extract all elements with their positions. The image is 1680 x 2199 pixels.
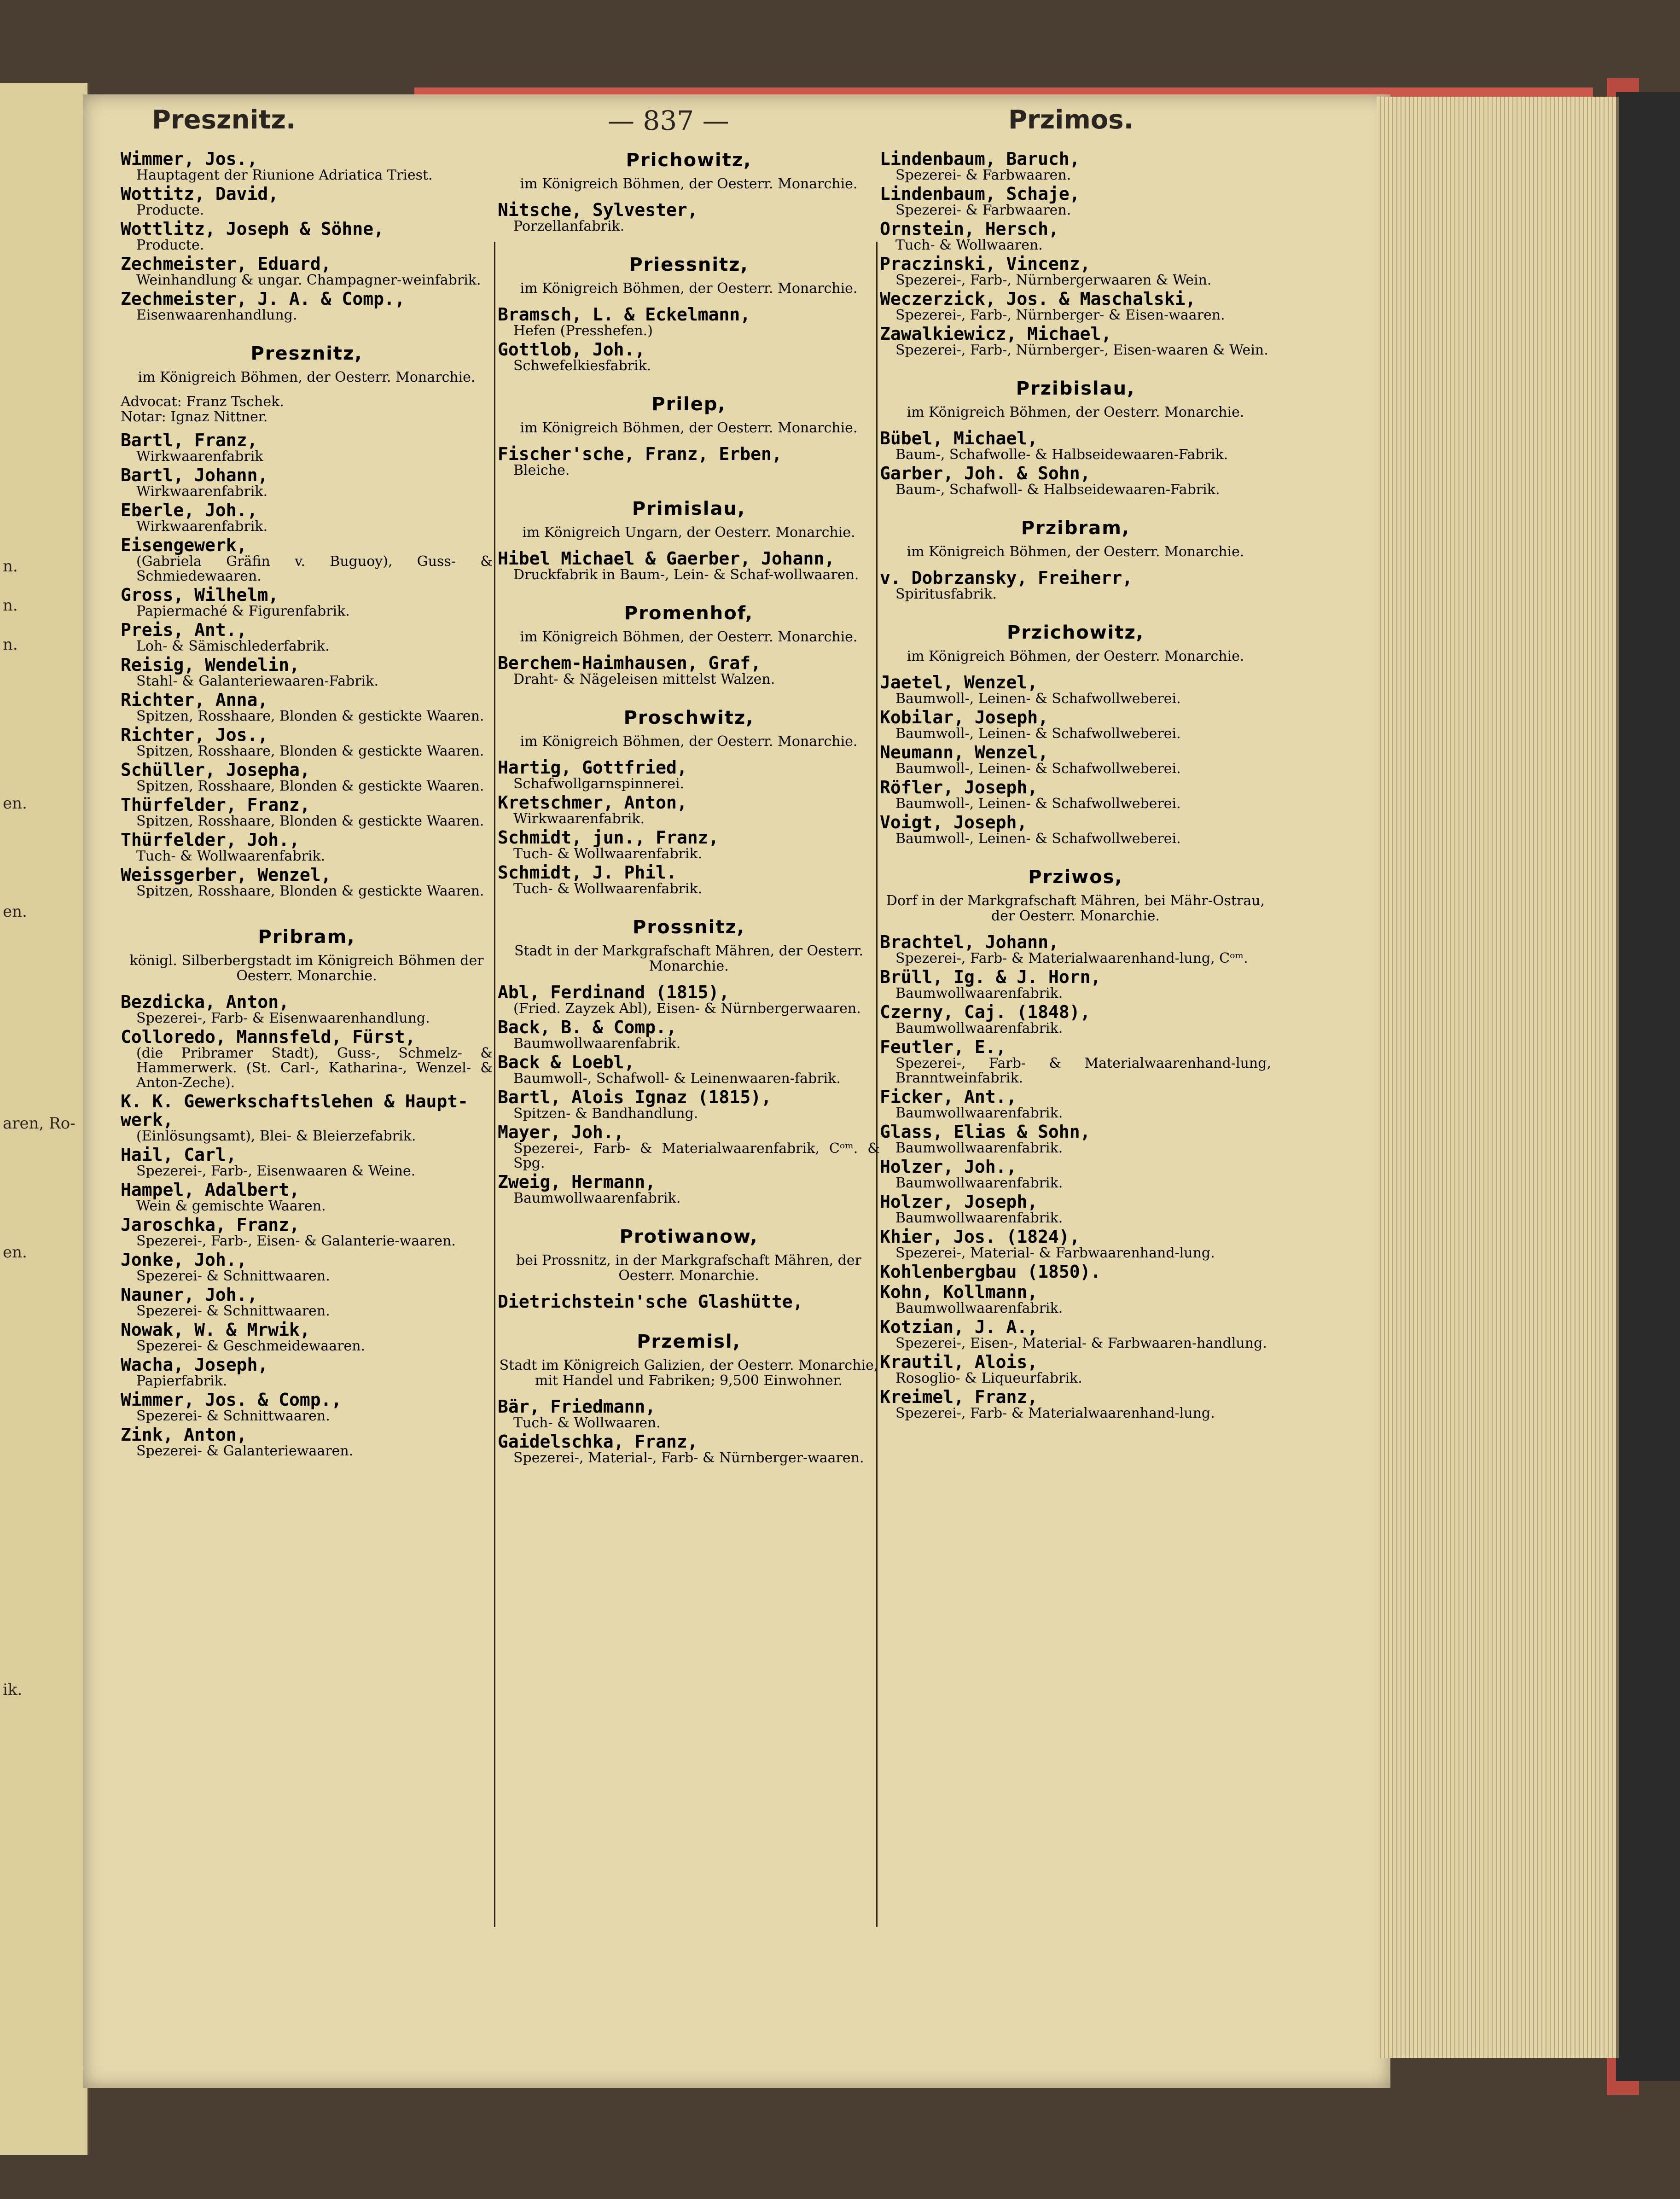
directory-entry xyxy=(880,1353,1271,1386)
directory-entry xyxy=(880,1318,1271,1351)
prev-fragment: aren, Ro- xyxy=(3,1114,76,1133)
entry-description: Baumwoll-, Leinen- & Schafwollweberei. xyxy=(895,796,1181,812)
entry-name: Hibel Michael & Gaerber, Johann, xyxy=(498,548,835,569)
section-list xyxy=(880,378,1271,1421)
entry-description: Weinhandlung & ungar. Champagner-weinfabrik. xyxy=(136,272,481,288)
entry-description: Rosoglio- & Liqueurfabrik. xyxy=(895,1370,1082,1386)
entry-name: Eberle, Joh., xyxy=(121,500,258,520)
entry-description: Spezerei- & Farbwaaren. xyxy=(895,167,1071,183)
entry-description: (die Pribramer Stadt), Guss-, Schmelz- & Hammerwerk. (St. Carl-, Katharina-, Wenzel- & Anton-Zeche). xyxy=(136,1045,493,1091)
section-heading: Proschwitz, xyxy=(623,707,754,728)
section-heading: Primislau, xyxy=(632,498,746,519)
prev-fragment: n. xyxy=(3,635,18,654)
entry-description: Schafwollgarnspinnerei. xyxy=(513,776,685,792)
entry-name: Zawalkiewicz, Michael, xyxy=(880,324,1112,344)
section-intro: im Königreich Böhmen, der Oesterr. Monarchie. xyxy=(907,404,1244,420)
directory-entry xyxy=(880,1283,1271,1316)
directory-entry xyxy=(880,464,1271,497)
directory-entry xyxy=(880,185,1271,218)
section-heading: Protiwanow, xyxy=(619,1226,758,1247)
directory-entry xyxy=(498,305,880,338)
section-intro: im Königreich Böhmen, der Oesterr. Monarchie. xyxy=(520,420,858,436)
directory-entry xyxy=(498,1292,880,1311)
entry-description: Spitzen, Rosshaare, Blonden & gestickte Waaren. xyxy=(136,813,484,829)
entry-name: Jaroschka, Franz, xyxy=(121,1215,300,1235)
entry-description: Spezerei-, Farb-, Eisen- & Galanterie-waaren. xyxy=(136,1233,456,1249)
directory-entry xyxy=(498,758,880,791)
directory-entry xyxy=(121,150,493,183)
entry-name: Back, B. & Comp., xyxy=(498,1017,677,1037)
entry-name: Wimmer, Jos., xyxy=(121,149,258,169)
directory-entry xyxy=(121,466,493,499)
directory-entry xyxy=(121,993,493,1026)
entry-description: Tuch- & Wollwaarenfabrik. xyxy=(136,848,326,864)
entry-name: Röfler, Joseph, xyxy=(880,777,1038,797)
entry-description: Baumwollwaarenfabrik. xyxy=(895,1175,1063,1191)
advocat-note: Advocat: Franz Tschek. xyxy=(121,394,284,410)
entry-description: (Fried. Zayzek Abl), Eisen- & Nürnbergerwaaren. xyxy=(513,1001,861,1017)
entry-name: Holzer, Joh., xyxy=(880,1157,1017,1177)
entry-description: Wirkwaarenfabrik. xyxy=(136,518,268,535)
section-heading: Pribram, xyxy=(258,926,355,948)
entry-name: Brüll, Ig. & J. Horn, xyxy=(880,967,1101,987)
entry-list xyxy=(880,150,1271,358)
entry-name: Krautil, Alois, xyxy=(880,1352,1038,1372)
entry-description: Spezerei- & Galanteriewaaren. xyxy=(136,1443,354,1459)
entry-name: K. K. Gewerkschaftslehen & Haupt-werk, xyxy=(121,1091,468,1130)
entry-name: Thürfelder, Joh., xyxy=(121,830,300,850)
section-intro: im Königreich Böhmen, der Oesterr. Monarchie. xyxy=(520,280,858,297)
directory-entry xyxy=(880,150,1271,183)
entry-description: Loh- & Sämischlederfabrik. xyxy=(136,638,330,654)
section-heading: Przibram, xyxy=(1021,518,1130,539)
directory-entry xyxy=(121,621,493,654)
entry-description: (Einlösungsamt), Blei- & Bleierzefabrik. xyxy=(136,1128,416,1144)
section-intro: im Königreich Böhmen, der Oesterr. Monarchie. xyxy=(520,733,858,750)
entry-description: Baumwollwaarenfabrik. xyxy=(895,1105,1063,1121)
entry-name: Zink, Anton, xyxy=(121,1425,247,1445)
entry-name: Nitsche, Sylvester, xyxy=(498,200,698,220)
entry-name: Ficker, Ant., xyxy=(880,1087,1017,1107)
entry-description: Druckfabrik in Baum-, Lein- & Schaf-wollwaaren. xyxy=(513,567,859,583)
entry-name: Bramsch, L. & Eckelmann, xyxy=(498,304,751,325)
directory-entry xyxy=(880,708,1271,741)
entry-name: Kretschmer, Anton, xyxy=(498,792,687,813)
directory-entry xyxy=(880,325,1271,358)
entry-description: Spezerei-, Farb-, Eisenwaaren & Weine. xyxy=(136,1163,416,1179)
entry-name: Lindenbaum, Baruch, xyxy=(880,149,1080,169)
entry-name: Jonke, Joh., xyxy=(121,1250,247,1270)
entry-description: Baumwoll-, Schafwoll- & Leinenwaaren-fabrik. xyxy=(513,1070,841,1087)
directory-entry xyxy=(121,831,493,864)
directory-entry xyxy=(880,255,1271,288)
entry-name: Preis, Ant., xyxy=(121,620,247,640)
section-intro: Dorf in der Markgrafschaft Mähren, bei Mähr-Ostrau, der Oesterr. Monarchie. xyxy=(886,893,1265,924)
entry-description: Producte. xyxy=(136,237,204,253)
entry-name: Eisengewerk, xyxy=(121,535,247,555)
entry-description: Baumwollwaarenfabrik. xyxy=(895,1210,1063,1226)
entry-name: Wimmer, Jos. & Comp., xyxy=(121,1390,342,1410)
entry-description: Tuch- & Wollwaaren. xyxy=(513,1415,661,1431)
entry-description: Baumwoll-, Leinen- & Schafwollweberei. xyxy=(895,831,1181,847)
entry-name: Abl, Ferdinand (1815), xyxy=(498,982,730,1002)
entry-description: Spezerei- & Schnittwaaren. xyxy=(136,1268,330,1284)
directory-entry xyxy=(880,1003,1271,1036)
entry-list xyxy=(121,993,493,1459)
prev-fragment: en. xyxy=(3,902,27,921)
entry-description: Hefen (Presshefen.) xyxy=(513,323,653,339)
directory-entry xyxy=(498,654,880,687)
entry-name: Glass, Elias & Sohn, xyxy=(880,1122,1091,1142)
directory-entry xyxy=(880,933,1271,966)
entry-name: Bartl, Franz, xyxy=(121,430,258,450)
directory-entry xyxy=(498,1173,880,1206)
page-number: — 837 — xyxy=(608,105,729,136)
entry-name: Khier, Jos. (1824), xyxy=(880,1227,1080,1247)
town-section xyxy=(880,378,1271,497)
entry-description: Baumwoll-, Leinen- & Schafwollweberei. xyxy=(895,761,1181,777)
directory-entry xyxy=(121,185,493,218)
entry-description: Baumwollwaarenfabrik. xyxy=(895,985,1063,1001)
entry-description: Spezerei-, Farb- & Eisenwaarenhandlung. xyxy=(136,1010,430,1026)
directory-entry xyxy=(121,691,493,724)
entry-description: Wirkwaarenfabrik. xyxy=(136,483,268,500)
entry-name: Reisig, Wendelin, xyxy=(121,655,300,675)
section-heading: Priessnitz, xyxy=(629,254,749,275)
directory-entry xyxy=(880,429,1271,462)
directory-entry xyxy=(121,1390,493,1424)
section-heading: Prossnitz, xyxy=(633,917,745,938)
column-rule xyxy=(494,242,495,1927)
entry-name: v. Dobrzansky, Freiherr, xyxy=(880,568,1133,588)
directory-entry xyxy=(121,1251,493,1284)
entry-name: Garber, Joh. & Sohn, xyxy=(880,463,1091,483)
directory-entry xyxy=(880,778,1271,811)
entry-description: Tuch- & Wollwaarenfabrik. xyxy=(513,846,703,862)
entry-name: Kotzian, J. A., xyxy=(880,1317,1038,1337)
section-intro: im Königreich Böhmen, der Oesterr. Monarchie. xyxy=(138,369,476,385)
entry-name: Schmidt, J. Phil. xyxy=(498,862,677,883)
entry-name: Voigt, Joseph, xyxy=(880,812,1028,832)
entry-description: Spezerei- & Geschmeidewaaren. xyxy=(136,1338,366,1354)
entry-description: Spezerei-, Farb- & Materialwaarenhand-lung, Cᵒᵐ. xyxy=(895,950,1248,966)
entry-name: Bübel, Michael, xyxy=(880,428,1038,448)
entry-name: Lindenbaum, Schaje, xyxy=(880,184,1080,204)
directory-entry xyxy=(880,290,1271,323)
entry-description: Spitzen, Rosshaare, Blonden & gestickte Waaren. xyxy=(136,708,484,724)
entry-description: Baumwoll-, Leinen- & Schafwollweberei. xyxy=(895,726,1181,742)
town-section xyxy=(498,394,880,478)
section-heading: Promenhof, xyxy=(624,603,754,624)
directory-entry xyxy=(498,1432,880,1466)
directory-entry xyxy=(121,1425,493,1459)
entry-description: Spezerei-, Farb- & Materialwaarenfabrik, Cᵒᵐ. & Spg. xyxy=(513,1140,880,1171)
directory-entry xyxy=(498,828,880,861)
entry-name: Wottlitz, Joseph & Söhne, xyxy=(121,219,384,239)
entry-description: Papiermaché & Figurenfabrik. xyxy=(136,603,350,619)
town-section xyxy=(498,254,880,373)
entry-name: Weczerzick, Jos. & Maschalski, xyxy=(880,289,1196,309)
directory-entry xyxy=(498,1053,880,1086)
town-section xyxy=(498,1226,880,1311)
entry-name: Kohlenbergbau (1850). xyxy=(880,1262,1101,1282)
entry-name: Gottlob, Joh., xyxy=(498,339,645,360)
entry-description: Baumwollwaarenfabrik. xyxy=(895,1140,1063,1156)
directory-entry xyxy=(498,1123,880,1171)
entry-description: Spiritusfabrik. xyxy=(895,586,997,602)
entry-name: Schüller, Josepha, xyxy=(121,760,310,780)
entry-description: Wirkwaarenfabrik. xyxy=(513,811,645,827)
entry-name: Kreimel, Franz, xyxy=(880,1387,1038,1407)
entry-name: Nowak, W. & Mrwik, xyxy=(121,1320,310,1340)
entry-description: Papierfabrik. xyxy=(136,1373,227,1389)
section-intro: im Königreich Böhmen, der Oesterr. Monarchie. xyxy=(520,629,858,645)
directory-entry xyxy=(880,1123,1271,1156)
directory-entry xyxy=(880,1038,1271,1086)
entry-description: Baumwollwaarenfabrik. xyxy=(895,1020,1063,1036)
town-section xyxy=(498,707,880,896)
directory-entry xyxy=(121,536,493,584)
entry-name: Jaetel, Wenzel, xyxy=(880,672,1038,692)
entry-description: Spezerei- & Schnittwaaren. xyxy=(136,1303,330,1319)
directory-entry xyxy=(498,863,880,896)
entry-description: Wirkwaarenfabrik xyxy=(136,448,263,465)
entry-description: Spezerei-, Farb- & Materialwaarenhand-lung, Branntweinfabrik. xyxy=(895,1055,1271,1086)
section-heading: Presznitz, xyxy=(250,343,363,364)
section-heading: Przemisl, xyxy=(637,1331,741,1352)
town-section xyxy=(880,867,1271,1421)
entry-description: Spitzen, Rosshaare, Blonden & gestickte Waaren. xyxy=(136,743,484,759)
entry-name: Ornstein, Hersch, xyxy=(880,219,1059,239)
directory-entry xyxy=(121,220,493,253)
directory-entry xyxy=(121,1146,493,1179)
section-intro: Stadt im Königreich Galizien, der Oesterr. Monarchie, mit Handel und Fabriken; 9,500 Einwohner. xyxy=(499,1357,878,1389)
column-middle xyxy=(498,150,880,1467)
directory-entry xyxy=(880,1193,1271,1226)
entry-description: Spezerei-, Material-, Farb- & Nürnberger-waaren. xyxy=(513,1450,864,1466)
entry-description: Hauptagent der Riunione Adriatica Triest. xyxy=(136,167,433,183)
directory-entry xyxy=(880,569,1271,602)
section-intro: im Königreich Böhmen, der Oesterr. Monarchie. xyxy=(907,648,1244,664)
entry-description: Spezerei-, Material- & Farbwaarenhand-lung. xyxy=(895,1245,1215,1261)
directory-entry xyxy=(121,656,493,689)
entry-name: Holzer, Joseph, xyxy=(880,1192,1038,1212)
entry-list xyxy=(121,150,493,323)
entry-description: Spezerei-, Farb- & Materialwaarenhand-lung. xyxy=(895,1405,1215,1421)
directory-entry xyxy=(121,726,493,759)
section-heading: Prichowitz, xyxy=(626,150,752,171)
previous-page-edge xyxy=(0,83,89,2155)
directory-entry xyxy=(121,501,493,534)
directory-entry xyxy=(121,431,493,464)
entry-name: Praczinski, Vincenz, xyxy=(880,254,1091,274)
entry-description: Baumwollwaarenfabrik. xyxy=(513,1190,681,1206)
directory-entry xyxy=(498,1088,880,1121)
entry-name: Fischer'sche, Franz, Erben, xyxy=(498,444,782,464)
entry-description: Wein & gemischte Waaren. xyxy=(136,1198,326,1214)
prev-fragment: ik. xyxy=(3,1681,23,1699)
column-right xyxy=(880,150,1271,1423)
entry-name: Kohn, Kollmann, xyxy=(880,1282,1038,1302)
prev-fragment: en. xyxy=(3,1243,27,1262)
directory-entry xyxy=(880,1088,1271,1121)
directory-entry xyxy=(498,983,880,1016)
entry-name: Bartl, Johann, xyxy=(121,465,268,485)
directory-entry xyxy=(498,793,880,826)
section-intro: bei Prossnitz, in der Markgrafschaft Mähren, der Oesterr. Monarchie. xyxy=(516,1252,862,1284)
section-intro: im Königreich Ungarn, der Oesterr. Monarchie. xyxy=(522,524,855,541)
entry-name: Bezdicka, Anton, xyxy=(121,992,290,1012)
entry-name: Neumann, Wenzel, xyxy=(880,742,1049,762)
directory-entry xyxy=(121,1181,493,1214)
town-section xyxy=(498,498,880,582)
entry-name: Thürfelder, Franz, xyxy=(121,795,310,815)
entry-description: Schwefelkiesfabrik. xyxy=(513,358,651,374)
directory-entry xyxy=(121,255,493,288)
directory-entry xyxy=(121,586,493,619)
entry-name: Zechmeister, Eduard, xyxy=(121,254,331,274)
section-intro: im Königreich Böhmen, der Oesterr. Monarchie. xyxy=(520,176,858,192)
prev-fragment: n. xyxy=(3,557,18,576)
notar-note: Notar: Ignaz Nittner. xyxy=(121,409,268,425)
directory-entry xyxy=(880,1158,1271,1191)
entry-name: Schmidt, jun., Franz, xyxy=(498,827,719,848)
entry-name: Brachtel, Johann, xyxy=(880,932,1059,952)
entry-name: Berchem-Haimhausen, Graf, xyxy=(498,653,761,673)
entry-list xyxy=(121,431,493,899)
entry-description: Baumwollwaarenfabrik. xyxy=(895,1300,1063,1316)
directory-entry xyxy=(498,1397,880,1431)
entry-name: Colloredo, Mannsfeld, Fürst, xyxy=(121,1027,416,1047)
running-head-left: Presznitz. xyxy=(152,105,296,135)
directory-entry xyxy=(121,1286,493,1319)
section-heading: Prilep, xyxy=(651,394,726,415)
entry-name: Wacha, Joseph, xyxy=(121,1355,268,1375)
entry-description: Spezerei-, Farb-, Nürnbergerwaaren & Wein. xyxy=(895,272,1212,288)
town-section xyxy=(880,622,1271,846)
prev-fragment: en. xyxy=(3,794,27,813)
entry-description: Bleiche. xyxy=(513,462,570,478)
page-edges xyxy=(1377,97,1619,2058)
entry-description: Baum-, Schafwoll- & Halbseidewaaren-Fabrik. xyxy=(895,482,1220,498)
entry-name: Nauner, Joh., xyxy=(121,1285,258,1305)
entry-description: Porzellanfabrik. xyxy=(513,218,625,234)
entry-description: Producte. xyxy=(136,202,204,218)
entry-description: Spezerei- & Farbwaaren. xyxy=(895,202,1071,218)
column-left xyxy=(121,150,493,1460)
entry-name: Hartig, Gottfried, xyxy=(498,757,687,778)
entry-name: Feutler, E., xyxy=(880,1037,1006,1057)
entry-description: Baum-, Schafwolle- & Halbseidewaaren-Fabrik. xyxy=(895,447,1228,463)
directory-entry xyxy=(880,968,1271,1001)
entry-name: Czerny, Caj. (1848), xyxy=(880,1002,1091,1022)
directory-entry xyxy=(121,1321,493,1354)
section-intro: Stadt in der Markgrafschaft Mähren, der Oesterr. Monarchie. xyxy=(514,943,864,974)
directory-entry xyxy=(880,1262,1271,1281)
entry-description: Spezerei-, Farb-, Nürnberger- & Eisen-waaren. xyxy=(895,307,1225,323)
entry-name: Richter, Anna, xyxy=(121,690,268,710)
directory-entry xyxy=(498,549,880,582)
entry-description: Spitzen, Rosshaare, Blonden & gestickte Waaren. xyxy=(136,778,484,794)
book-cover xyxy=(1616,92,1680,2081)
entry-description: Tuch- & Wollwaaren. xyxy=(895,237,1043,253)
town-section xyxy=(498,1331,880,1466)
prev-fragment: n. xyxy=(3,596,18,615)
directory-entry xyxy=(121,290,493,323)
entry-name: Gross, Wilhelm, xyxy=(121,585,279,605)
directory-entry xyxy=(498,340,880,373)
entry-description: Spitzen, Rosshaare, Blonden & gestickte Waaren. xyxy=(136,883,484,899)
directory-entry xyxy=(121,1092,493,1144)
entry-description: Spezerei- & Schnittwaaren. xyxy=(136,1408,330,1424)
entry-name: Bär, Friedmann, xyxy=(498,1396,656,1417)
entry-name: Zechmeister, J. A. & Comp., xyxy=(121,289,405,309)
directory-entry xyxy=(121,761,493,794)
entry-description: Baumwoll-, Leinen- & Schafwollweberei. xyxy=(895,691,1181,707)
directory-entry xyxy=(880,1227,1271,1261)
entry-description: Spitzen- & Bandhandlung. xyxy=(513,1105,698,1122)
town-section xyxy=(498,150,880,234)
entry-description: Spezerei-, Eisen-, Material- & Farbwaaren-handlung. xyxy=(895,1335,1267,1351)
section-heading: Przichowitz, xyxy=(1007,622,1144,643)
town-section xyxy=(498,917,880,1206)
section-heading: Prziwos, xyxy=(1028,867,1123,888)
directory-entry xyxy=(121,1355,493,1389)
directory-entry xyxy=(498,201,880,234)
directory-entry xyxy=(121,866,493,899)
entry-name: Mayer, Joh., xyxy=(498,1122,624,1142)
entry-name: Gaidelschka, Franz, xyxy=(498,1431,698,1452)
section-intro: königl. Silberbergstadt im Königreich Böhmen der Oesterr. Monarchie. xyxy=(129,953,484,984)
entry-name: Zweig, Hermann, xyxy=(498,1172,656,1192)
entry-name: Weissgerber, Wenzel, xyxy=(121,865,331,885)
directory-entry xyxy=(880,220,1271,253)
directory-entry xyxy=(880,813,1271,846)
running-head-right: Przimos. xyxy=(1008,105,1134,135)
entry-description: Baumwollwaarenfabrik. xyxy=(513,1036,681,1052)
entry-description: (Gabriela Gräfin v. Buguoy), Guss- & Schmiedewaaren. xyxy=(136,553,493,584)
entry-description: Spezerei-, Farb-, Nürnberger-, Eisen-waaren & Wein. xyxy=(895,342,1268,358)
entry-description: Tuch- & Wollwaarenfabrik. xyxy=(513,881,703,897)
directory-entry xyxy=(880,743,1271,776)
directory-entry xyxy=(880,1388,1271,1421)
town-section xyxy=(880,518,1271,602)
entry-description: Eisenwaarenhandlung. xyxy=(136,307,297,323)
directory-entry xyxy=(498,445,880,478)
directory-entry xyxy=(121,1216,493,1249)
entry-description: Stahl- & Galanteriewaaren-Fabrik. xyxy=(136,673,378,689)
directory-entry xyxy=(880,673,1271,706)
entry-name: Back & Loebl, xyxy=(498,1052,635,1072)
section-intro: im Königreich Böhmen, der Oesterr. Monarchie. xyxy=(907,544,1244,560)
entry-name: Hail, Carl, xyxy=(121,1145,237,1165)
entry-name: Dietrichstein'sche Glashütte, xyxy=(498,1291,803,1312)
entry-name: Kobilar, Joseph, xyxy=(880,707,1049,727)
entry-name: Bartl, Alois Ignaz (1815), xyxy=(498,1087,772,1107)
directory-entry xyxy=(498,1018,880,1051)
directory-entry xyxy=(121,796,493,829)
entry-name: Hampel, Adalbert, xyxy=(121,1180,300,1200)
directory-entry xyxy=(121,1028,493,1090)
section-heading: Przibislau, xyxy=(1016,378,1135,399)
entry-description: Draht- & Nägeleisen mittelst Walzen. xyxy=(513,671,775,687)
entry-name: Richter, Jos., xyxy=(121,725,268,745)
entry-name: Wottitz, David, xyxy=(121,184,279,204)
town-section xyxy=(498,603,880,687)
